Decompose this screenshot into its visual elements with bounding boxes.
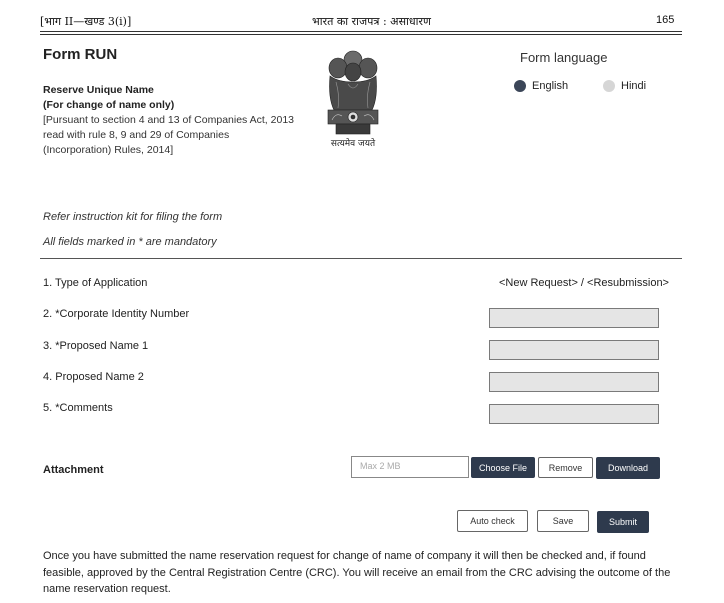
language-option-hindi[interactable] bbox=[603, 80, 646, 92]
emblem-motto: सत्यमेव जयते bbox=[330, 139, 376, 149]
section-divider bbox=[40, 258, 682, 259]
cin-label: 2. *Corporate Identity Number bbox=[43, 308, 190, 320]
header-rule bbox=[40, 31, 682, 32]
submit-button[interactable]: Submit bbox=[597, 511, 649, 533]
comments-input[interactable] bbox=[489, 404, 659, 424]
mandatory-note: All fields marked in * are mandatory bbox=[43, 236, 217, 248]
radio-unselected-icon[interactable] bbox=[603, 80, 615, 92]
proposed-name-1-input[interactable] bbox=[489, 340, 659, 360]
auto-check-button[interactable]: Auto check bbox=[457, 510, 528, 532]
cin-input[interactable] bbox=[489, 308, 659, 328]
proposed-name-2-label: 4. Proposed Name 2 bbox=[43, 371, 144, 383]
download-button[interactable]: Download bbox=[596, 457, 660, 479]
choose-file-button[interactable]: Choose File bbox=[471, 457, 535, 478]
attachment-file-field[interactable]: Max 2 MB bbox=[351, 456, 469, 478]
header-rule-double bbox=[40, 34, 682, 35]
pursuant-line-3: (Incorporation) Rules, 2014] bbox=[43, 144, 174, 156]
language-label-hindi: Hindi bbox=[621, 80, 647, 92]
comments-label: 5. *Comments bbox=[43, 402, 113, 414]
gazette-part-label: [भाग II—खण्ड 3(i)] bbox=[40, 15, 132, 28]
footer-note: Once you have submitted the name reservation request for change of name of company it will then be checked and, if found feasible, approved by the Central Registration Centre (CRC). You will receive an email from the CRC advising the outcome of the name reservation request. bbox=[43, 550, 671, 595]
form-language-title: Form language bbox=[520, 50, 608, 65]
language-option-english[interactable] bbox=[514, 80, 568, 92]
save-button[interactable]: Save bbox=[537, 510, 589, 532]
instruction-kit-note: Refer instruction kit for filing the form bbox=[43, 211, 223, 223]
type-of-application-label: 1. Type of Application bbox=[43, 277, 148, 289]
attachment-label: Attachment bbox=[43, 464, 104, 476]
form-subtitle-note: (For change of name only) bbox=[43, 99, 175, 111]
pursuant-line-1: [Pursuant to section 4 and 13 of Companies Act, 2013 bbox=[43, 114, 294, 126]
national-emblem-icon bbox=[318, 48, 388, 152]
pursuant-line-2: read with rule 8, 9 and 29 of Companies bbox=[43, 129, 230, 141]
proposed-name-1-label: 3. *Proposed Name 1 bbox=[43, 340, 149, 352]
language-label-english: English bbox=[532, 80, 569, 92]
form-subtitle: Reserve Unique Name bbox=[43, 84, 154, 96]
page-number: 165 bbox=[656, 14, 675, 26]
form-title: Form RUN bbox=[43, 46, 118, 63]
proposed-name-2-input[interactable] bbox=[489, 372, 659, 392]
radio-selected-icon[interactable] bbox=[514, 80, 526, 92]
type-of-application-options[interactable]: <New Request> / <Resubmission> bbox=[499, 277, 669, 289]
gazette-title: भारत का राजपत्र : असाधारण bbox=[312, 15, 431, 28]
remove-button[interactable]: Remove bbox=[538, 457, 593, 478]
